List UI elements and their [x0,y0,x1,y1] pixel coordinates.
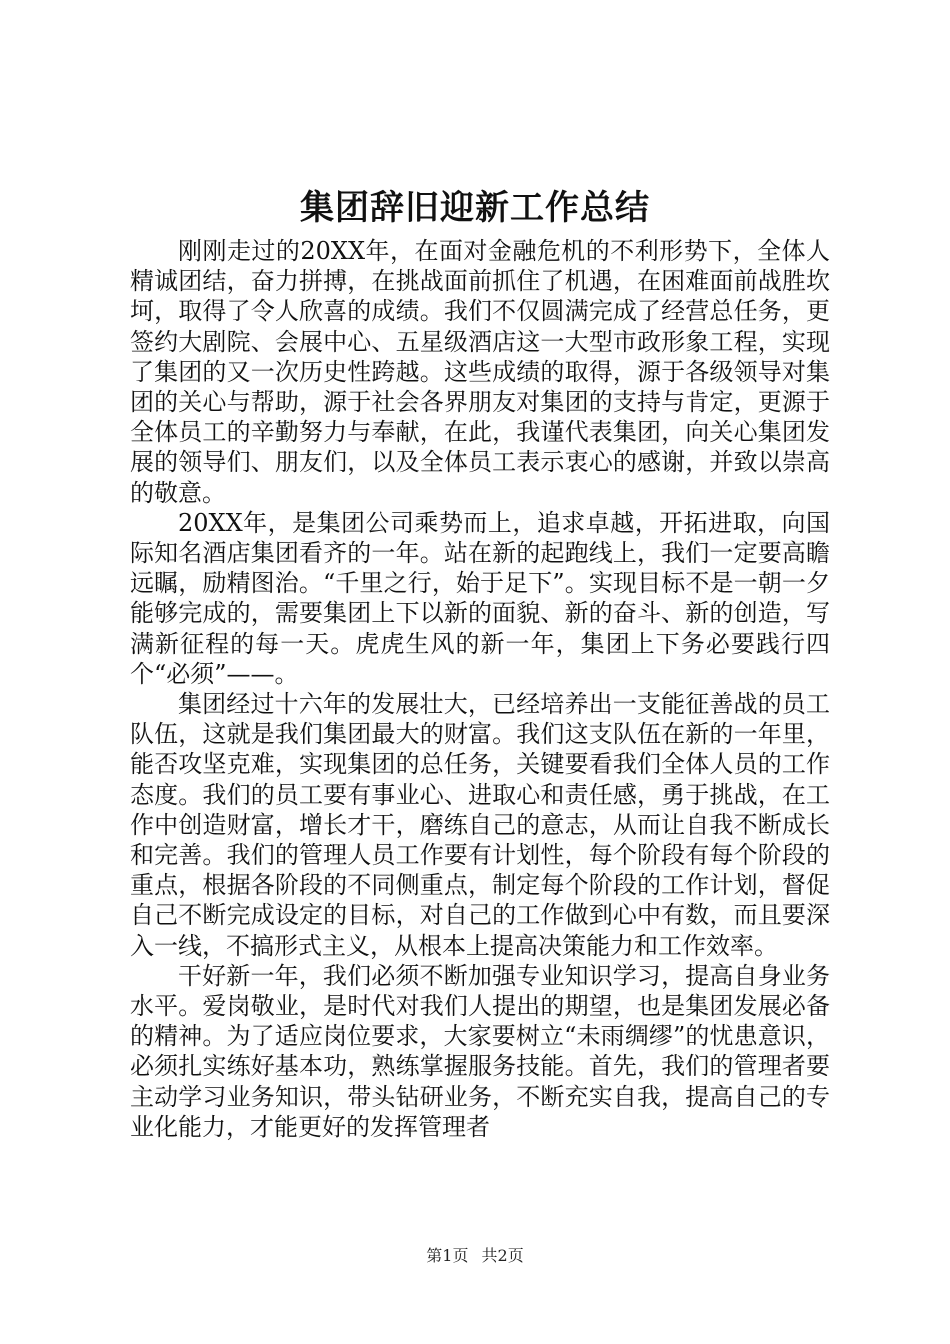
document-title: 集团辞旧迎新工作总结 [300,188,650,228]
paragraph-4: 干好新一年，我们必须不断加强专业知识学习，提高自身业务水平。爱岗敬业，是时代对我们人提出的期望，也是集团发展必备的精神。为了适应岗位要求，大家要树立“未雨绸缪”的忧患意识，必须扎实练好基本功，熟练掌握服务技能。首先，我们的管理者要主动学习业务知识，带头钻研业务，不断充实自我，提高自己的专业化能力，才能更好的发挥管理者 [130,961,830,1141]
page-number-total: 共2页 [481,1246,524,1265]
paragraph-1: 刚刚走过的20XX年，在面对金融危机的不利形势下，全体人精诚团结，奋力拼搏，在挑战面前抓住了机遇，在困难面前战胜坎坷，取得了令人欣喜的成绩。我们不仅圆满完成了经营总任务，更签约大剧院、会展中心、五星级酒店这一大型市政形象工程，实现了集团的又一次历史性跨越。这些成绩的取得，源于各级领导对集团的关心与帮助，源于社会各界朋友对集团的支持与肯定，更源于全体员工的辛勤努力与奉献，在此，我谨代表集团，向关心集团发展的领导们、朋友们，以及全体员工表示衷心的感谢，并致以崇高的敬意。 [130,237,830,507]
document-body [130,236,830,1142]
paragraph-3: 集团经过十六年的发展壮大，已经培养出一支能征善战的员工队伍，这就是我们集团最大的财富。我们这支队伍在新的一年里，能否攻坚克难，实现集团的总任务，关键要看我们全体人员的工作态度。我们的员工要有事业心、进取心和责任感，勇于挑战，在工作中创造财富，增长才干，磨练自己的意志，从而让自我不断成长和完善。我们的管理人员工作要有计划性，每个阶段有每个阶段的重点，根据各阶段的不同侧重点，制定每个阶段的工作计划，督促自己不断完成设定的目标，对自己的工作做到心中有数，而且要深入一线，不搞形式主义，从根本上提高决策能力和工作效率。 [130,690,830,960]
page-number-current: 第1页 [426,1246,469,1265]
paragraph-2: 20XX年，是集团公司乘势而上，追求卓越，开拓进取，向国际知名酒店集团看齐的一年。站在新的起跑线上，我们一定要高瞻远瞩，励精图治。“千里之行，始于足下”。实现目标不是一朝一夕能够完成的，需要集团上下以新的面貌、新的奋斗、新的创造，写满新征程的每一天。虎虎生风的新一年，集团上下务必要践行四个“必须”——。 [130,508,830,688]
page-footer [0,1246,950,1266]
